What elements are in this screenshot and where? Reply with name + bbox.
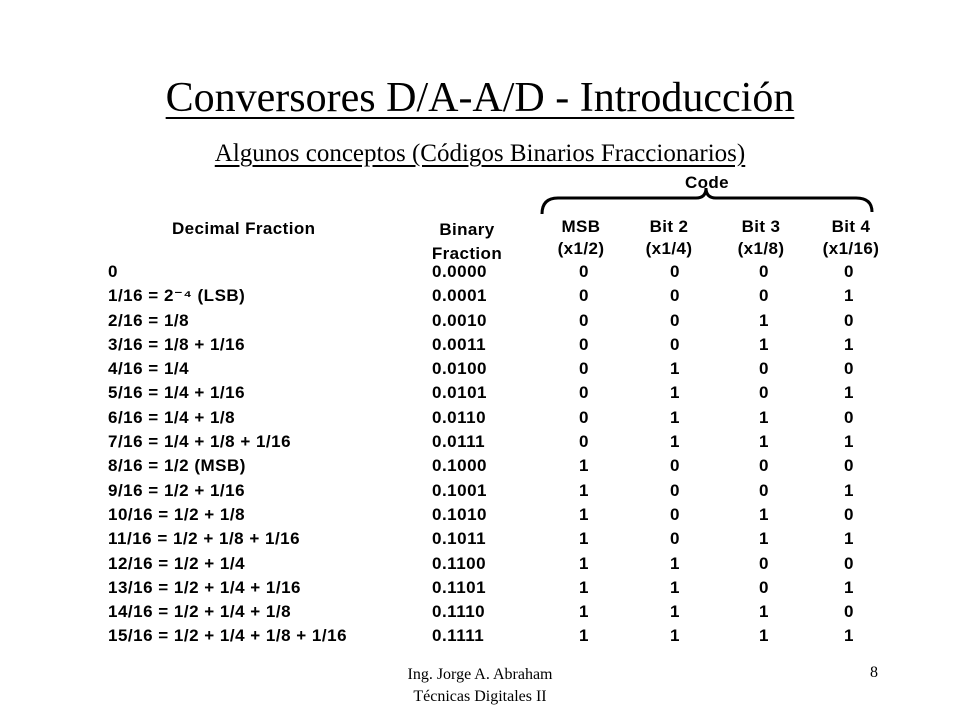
decimal-cell: 7/16 = 1/4 + 1/8 + 1/16 — [108, 432, 292, 452]
binary-cell: 0.1011 — [432, 529, 487, 549]
bit3-cell: 1 — [759, 602, 769, 622]
decimal-cell: 2/16 = 1/8 — [108, 310, 190, 330]
bit3-cell: 0 — [759, 480, 769, 500]
bit2-cell: 1 — [670, 432, 680, 452]
table-row — [0, 529, 960, 553]
header-bit-name: Bit 2 — [649, 217, 689, 236]
msb-cell: 0 — [579, 383, 589, 403]
bit4-cell: 1 — [844, 432, 854, 452]
decimal-cell: 0 — [108, 262, 118, 281]
decimal-cell: 3/16 = 1/8 + 1/16 — [108, 334, 246, 354]
table-row — [0, 432, 960, 456]
binary-cell: 0.0101 — [432, 383, 487, 403]
decimal-cell: 1/16 = 2⁻⁴ (LSB) — [108, 286, 246, 306]
table-row — [0, 408, 960, 432]
header-binary-fraction — [412, 218, 522, 266]
table-row — [0, 359, 960, 383]
table-row — [0, 505, 960, 529]
bit2-cell: 1 — [670, 626, 680, 646]
header-bit-name: Bit 3 — [741, 217, 781, 236]
msb-cell: 1 — [579, 602, 589, 622]
binary-cell: 0.0100 — [432, 359, 487, 379]
decimal-cell: 4/16 = 1/4 — [108, 359, 190, 379]
header-bit-2 — [626, 216, 712, 260]
table-row — [0, 626, 960, 650]
table-row — [0, 578, 960, 602]
bit2-cell: 0 — [670, 529, 680, 549]
header-bit-3 — [718, 216, 804, 260]
binary-cell: 0.1000 — [432, 456, 487, 476]
bit3-cell: 1 — [759, 310, 769, 330]
bit3-cell: 1 — [759, 504, 769, 524]
code-brace — [538, 186, 878, 216]
decimal-cell: 12/16 = 1/2 + 1/4 — [108, 553, 246, 573]
bit4-cell: 0 — [844, 310, 854, 330]
bit4-cell: 1 — [844, 626, 854, 646]
bit3-cell: 0 — [759, 383, 769, 403]
footer — [0, 664, 960, 708]
slide-subtitle: Algunos conceptos (Códigos Binarios Fraccionarios) — [214, 140, 746, 167]
bit2-cell: 0 — [670, 480, 680, 500]
msb-cell: 0 — [579, 359, 589, 379]
binary-cell: 0.1010 — [432, 504, 487, 524]
bit4-cell: 1 — [844, 286, 854, 306]
bit2-cell: 0 — [670, 334, 680, 354]
bit2-cell: 0 — [670, 286, 680, 306]
bit4-cell: 0 — [844, 456, 854, 476]
table-row — [0, 554, 960, 578]
bit2-cell: 1 — [670, 407, 680, 427]
header-binary-line1: Binary — [439, 220, 495, 239]
page-number: 8 — [870, 664, 878, 681]
bit2-cell: 1 — [670, 359, 680, 379]
binary-cell: 0.0110 — [432, 407, 487, 427]
binary-cell: 0.1111 — [432, 626, 485, 646]
decimal-cell: 9/16 = 1/2 + 1/16 — [108, 480, 246, 500]
header-decimal-fraction: Decimal Fraction — [172, 219, 316, 238]
bit2-cell: 1 — [670, 553, 680, 573]
header-bit-weight: (x1/2) — [557, 239, 605, 258]
msb-cell: 0 — [579, 286, 589, 306]
decimal-cell: 13/16 = 1/2 + 1/4 + 1/16 — [108, 577, 302, 597]
header-bit-weight: (x1/16) — [822, 239, 880, 258]
footer-course: Técnicas Digitales II — [413, 688, 547, 705]
msb-cell: 1 — [579, 504, 589, 524]
bit3-cell: 0 — [759, 456, 769, 476]
decimal-cell: 5/16 = 1/4 + 1/16 — [108, 383, 246, 403]
bit4-cell: 1 — [844, 334, 854, 354]
bit3-cell: 0 — [759, 286, 769, 306]
bit2-cell: 0 — [670, 504, 680, 524]
bit4-cell: 1 — [844, 480, 854, 500]
header-bit-weight: (x1/4) — [645, 239, 693, 258]
table-row — [0, 383, 960, 407]
bit4-cell: 0 — [844, 553, 854, 573]
bit2-cell: 0 — [670, 262, 680, 281]
bit4-cell: 1 — [844, 529, 854, 549]
fraction-table-body — [0, 262, 960, 651]
bit3-cell: 1 — [759, 626, 769, 646]
decimal-cell: 10/16 = 1/2 + 1/8 — [108, 504, 246, 524]
msb-cell: 0 — [579, 334, 589, 354]
msb-cell: 0 — [579, 407, 589, 427]
bit4-cell: 1 — [844, 383, 854, 403]
table-row — [0, 335, 960, 359]
decimal-cell: 8/16 = 1/2 (MSB) — [108, 456, 246, 476]
bit3-cell: 1 — [759, 407, 769, 427]
table-row — [0, 602, 960, 626]
bit2-cell: 1 — [670, 602, 680, 622]
bit3-cell: 1 — [759, 334, 769, 354]
table-row — [0, 311, 960, 335]
header-bit-4 — [808, 216, 894, 260]
msb-cell: 1 — [579, 626, 589, 646]
decimal-cell: 14/16 = 1/2 + 1/4 + 1/8 — [108, 602, 292, 622]
table-row — [0, 456, 960, 480]
slide-title: Conversores D/A-A/D - Introducción — [165, 75, 795, 121]
msb-cell: 1 — [579, 480, 589, 500]
bit3-cell: 0 — [759, 577, 769, 597]
bit4-cell: 1 — [844, 577, 854, 597]
header-binary-line2: Fraction — [431, 244, 503, 263]
bit2-cell: 0 — [670, 310, 680, 330]
bit3-cell: 1 — [759, 529, 769, 549]
bit3-cell: 1 — [759, 432, 769, 452]
binary-cell: 0.1001 — [432, 480, 487, 500]
binary-cell: 0.0111 — [432, 432, 486, 452]
bit2-cell: 1 — [670, 383, 680, 403]
bit4-cell: 0 — [844, 504, 854, 524]
table-row — [0, 262, 960, 286]
binary-cell: 0.0010 — [432, 310, 487, 330]
binary-cell: 0.1110 — [432, 602, 486, 622]
bit4-cell: 0 — [844, 262, 854, 281]
binary-cell: 0.1101 — [432, 577, 487, 597]
msb-cell: 1 — [579, 577, 589, 597]
bit3-cell: 0 — [759, 359, 769, 379]
decimal-cell: 6/16 = 1/4 + 1/8 — [108, 407, 236, 427]
table-row — [0, 481, 960, 505]
binary-cell: 0.1100 — [432, 553, 487, 573]
msb-cell: 0 — [579, 262, 589, 281]
msb-cell: 0 — [579, 310, 589, 330]
decimal-cell: 15/16 = 1/2 + 1/4 + 1/8 + 1/16 — [108, 626, 348, 646]
bit2-cell: 0 — [670, 456, 680, 476]
header-bit-name: MSB — [561, 217, 601, 236]
bit4-cell: 0 — [844, 602, 854, 622]
binary-cell: 0.0000 — [432, 262, 487, 281]
msb-cell: 1 — [579, 456, 589, 476]
bit2-cell: 1 — [670, 577, 680, 597]
header-bit-weight: (x1/8) — [737, 239, 785, 258]
header-msb — [538, 216, 624, 260]
bit3-cell: 0 — [759, 262, 769, 281]
msb-cell: 0 — [579, 432, 589, 452]
msb-cell: 1 — [579, 529, 589, 549]
footer-author: Ing. Jorge A. Abraham — [407, 666, 553, 683]
decimal-cell: 11/16 = 1/2 + 1/8 + 1/16 — [108, 529, 301, 549]
header-bit-name: Bit 4 — [831, 217, 871, 236]
msb-cell: 1 — [579, 553, 589, 573]
binary-cell: 0.0001 — [432, 286, 487, 306]
bit3-cell: 0 — [759, 553, 769, 573]
code-label: Code — [684, 173, 730, 192]
binary-cell: 0.0011 — [432, 334, 487, 354]
bit4-cell: 0 — [844, 407, 854, 427]
bit4-cell: 0 — [844, 359, 854, 379]
table-row — [0, 286, 960, 310]
